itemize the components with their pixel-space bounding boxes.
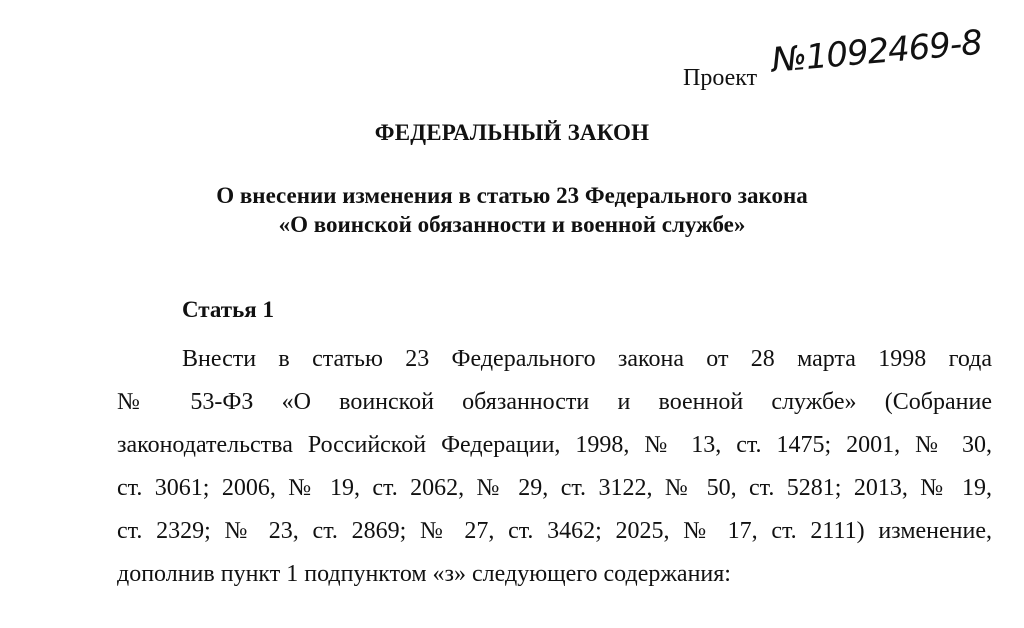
- law-title: ФЕДЕРАЛЬНЫЙ ЗАКОН: [374, 120, 650, 145]
- project-label: Проект: [683, 65, 758, 91]
- article-body-line-3: законодательства Российской Федерации, 1998, № 13, ст. 1475; 2001, № 30,: [117, 432, 992, 458]
- article-body-line-1: Внести в статью 23 Федерального закона от 28 марта 1998 года: [182, 346, 992, 372]
- project-number: №1092469-8: [769, 22, 984, 81]
- law-subtitle: [0, 181, 1024, 239]
- article-heading: Статья 1: [182, 297, 274, 322]
- article-body: [117, 338, 992, 596]
- article-body-line-5: ст. 2329; № 23, ст. 2869; № 27, ст. 3462; 2025, № 17, ст. 2111) изменение,: [117, 518, 992, 544]
- subtitle-line-2: «О воинской обязанности и военной службе»: [278, 212, 746, 237]
- article-body-line-4: ст. 3061; 2006, № 19, ст. 2062, № 29, ст. 3122, № 50, ст. 5281; 2013, № 19,: [117, 475, 992, 501]
- article-body-line-6: дополнив пункт 1 подпунктом «з» следующего содержания:: [117, 561, 731, 587]
- subtitle-line-1: О внесении изменения в статью 23 Федерального закона: [216, 183, 808, 208]
- article-body-line-2: № 53-ФЗ «О воинской обязанности и военной службе» (Собрание: [117, 389, 992, 415]
